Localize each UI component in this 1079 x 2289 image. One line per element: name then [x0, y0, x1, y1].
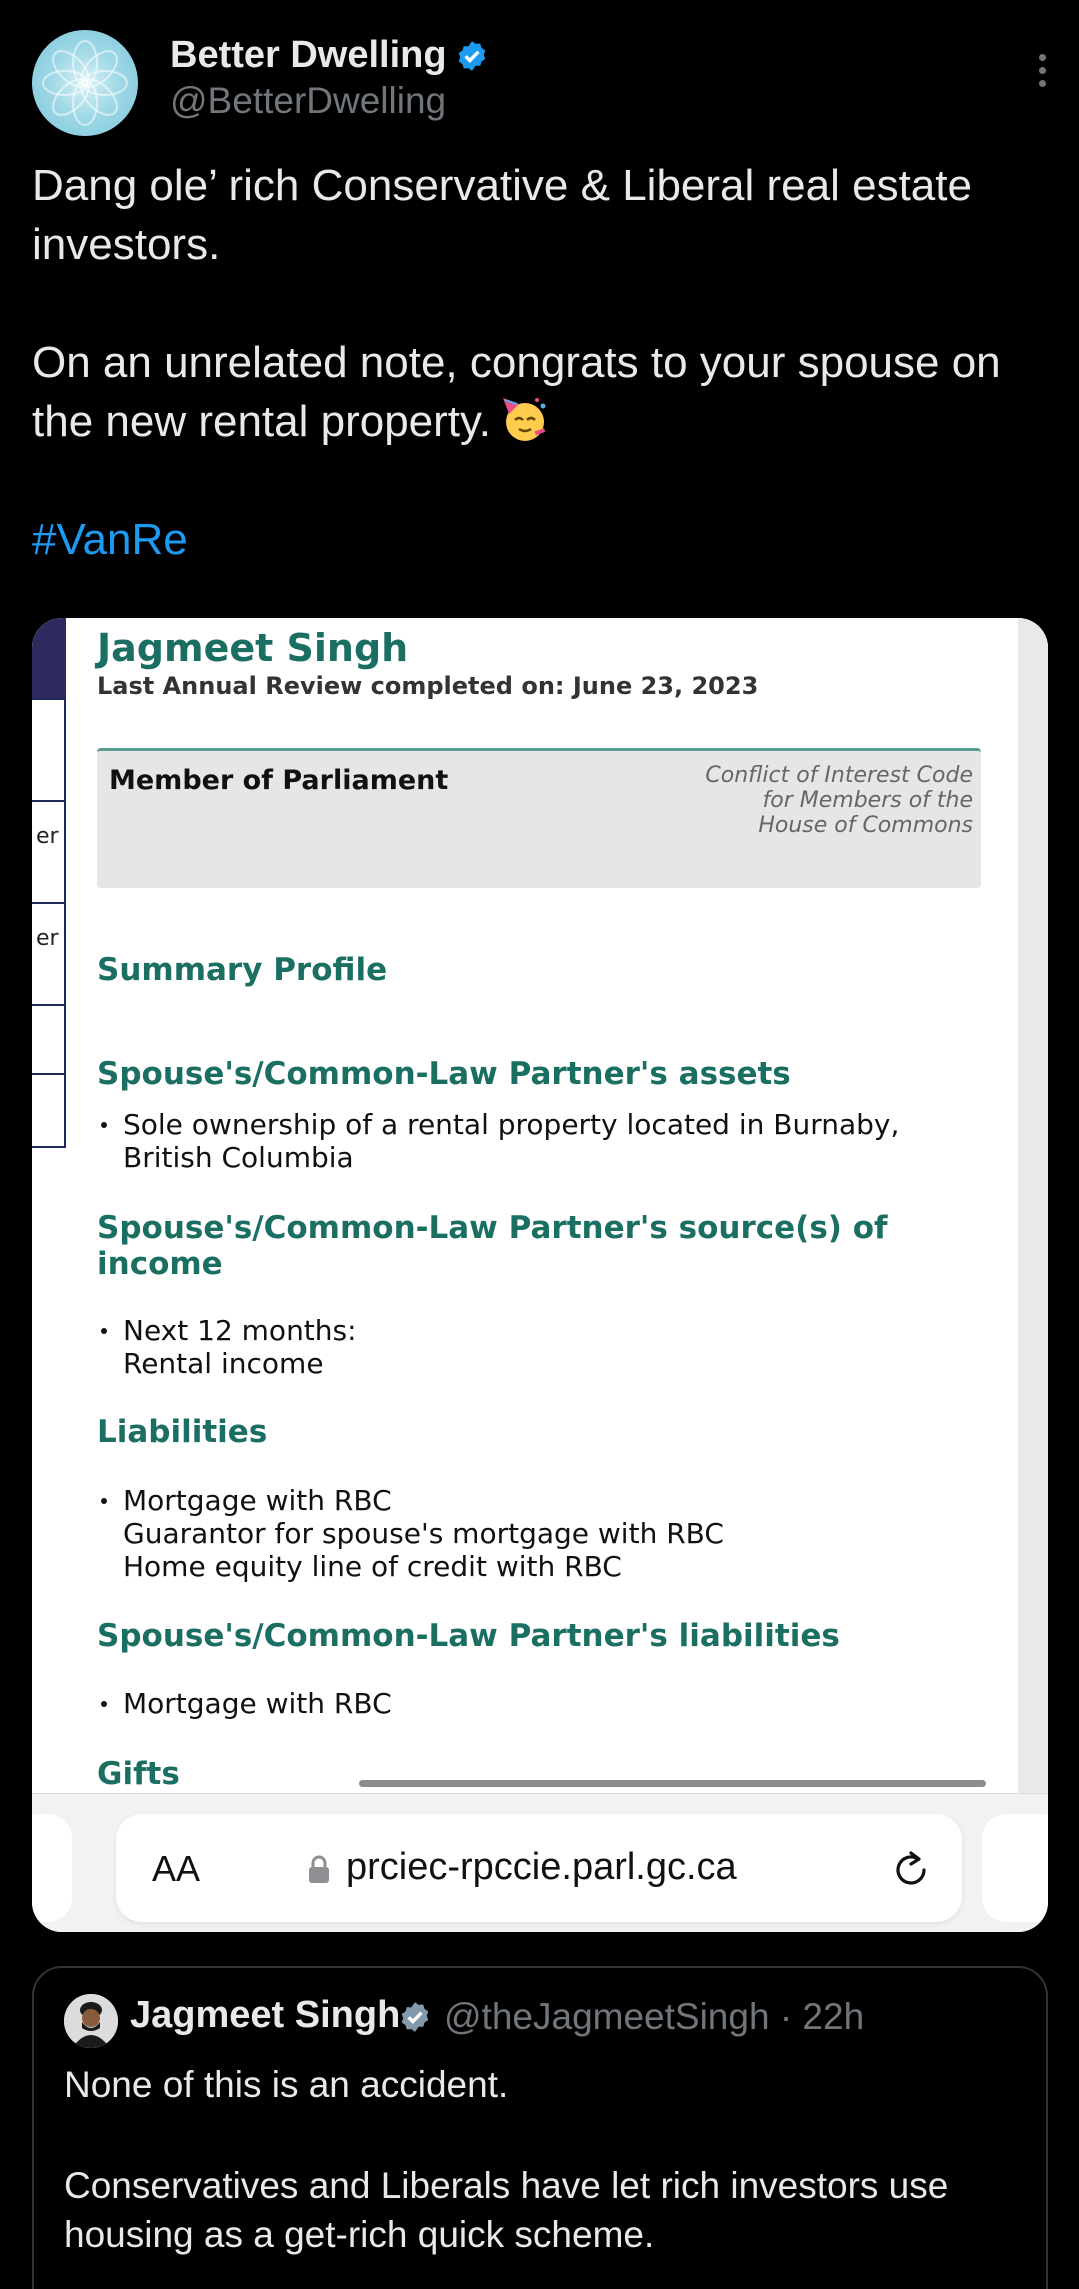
reader-settings-button[interactable]: AA [152, 1848, 201, 1889]
quoted-text-line-1: None of this is an accident. [64, 2064, 509, 2105]
spouse-assets-item-line-2: British Columbia [123, 1141, 354, 1174]
url-pill[interactable] [116, 1814, 962, 1922]
code-link[interactable]: Conflict of Interest Code for Members of the House of Commons [705, 763, 973, 838]
cropped-left-table [32, 618, 66, 1148]
author-name[interactable]: Better Dwelling [170, 34, 447, 76]
spouse-liabilities-item [97, 1687, 977, 1720]
quoted-author-handle-time[interactable]: @theJagmeetSingh · 22h [444, 1996, 865, 2037]
page-scroll-track [1018, 618, 1048, 1793]
spouse-income-item-line-2: Rental income [123, 1347, 324, 1380]
role-box [97, 748, 981, 888]
spouse-assets-heading: Spouse's/Common-Law Partner's assets [97, 1056, 791, 1092]
tweet-text-line-2 [32, 333, 1052, 451]
flower-logo-icon [32, 30, 138, 136]
lock-icon [308, 1854, 330, 1884]
quoted-text-line-2: Conservatives and Liberals have let rich investors use housing as a get-rich quick scheme. [64, 2165, 949, 2255]
liabilities-item-line-2: Guarantor for spouse's mortgage with RBC [123, 1517, 724, 1550]
mp-name: Jagmeet Singh [97, 626, 409, 670]
tweet-text-line-2-text: On an unrelated note, congrats to your spouse on the new rental property. [32, 338, 1001, 446]
horizontal-scroll-indicator [359, 1780, 986, 1787]
gifts-heading: Gifts [97, 1756, 180, 1792]
review-date: Last Annual Review completed on: June 23, 2023 [97, 672, 759, 700]
left-fragment-2: er [36, 926, 59, 951]
screenshot-page [32, 618, 1048, 1793]
liabilities-item [97, 1484, 977, 1583]
tweet-text-line-1: Dang ole’ rich Conservative & Liberal real estate investors. [32, 161, 972, 269]
tweet-media-image[interactable] [32, 618, 1048, 1932]
liabilities-heading: Liabilities [97, 1414, 268, 1450]
spouse-income-heading: Spouse's/Common-Law Partner's source(s) of income [97, 1210, 888, 1282]
left-fragment-1: er [36, 824, 59, 849]
browser-address-bar [32, 1793, 1048, 1932]
spouse-income-item [97, 1314, 977, 1380]
gray-verified-badge-icon [398, 2000, 432, 2034]
person-avatar-icon [64, 1994, 118, 2048]
partying-face-emoji-icon [499, 394, 549, 444]
verified-badge-icon [455, 39, 489, 73]
quoted-tweet[interactable] [32, 1966, 1048, 2289]
liabilities-item-line-3: Home equity line of credit with RBC [123, 1550, 622, 1583]
summary-heading: Summary Profile [97, 952, 388, 988]
more-options-icon[interactable] [1032, 54, 1052, 94]
spouse-liabilities-item-line-1: Mortgage with RBC [123, 1687, 392, 1720]
next-tab-stub[interactable] [982, 1814, 1048, 1922]
tweet-header [32, 30, 1052, 140]
url-text[interactable]: prciec-rpccie.parl.gc.ca [346, 1846, 737, 1888]
quoted-author-name[interactable]: Jagmeet Singh [130, 1994, 401, 2036]
spouse-liabilities-heading: Spouse's/Common-Law Partner's liabilities [97, 1618, 840, 1654]
spouse-assets-item-line-1: Sole ownership of a rental property located in Burnaby, [123, 1108, 900, 1141]
hashtag-link[interactable]: #VanRe [32, 515, 188, 564]
author-name-row [170, 34, 489, 77]
quoted-author-avatar[interactable] [64, 1994, 118, 2048]
quoted-tweet-text [64, 2060, 1024, 2259]
role-title: Member of Parliament [109, 765, 449, 796]
spouse-income-item-line-1: Next 12 months: [123, 1314, 357, 1347]
liabilities-item-line-1: Mortgage with RBC [123, 1484, 392, 1517]
tweet-text [32, 156, 1052, 569]
author-handle[interactable]: @BetterDwelling [170, 80, 447, 121]
spouse-assets-item [97, 1108, 977, 1174]
reload-icon[interactable] [892, 1848, 932, 1890]
author-avatar[interactable] [32, 30, 138, 136]
previous-tab-stub[interactable] [32, 1814, 72, 1922]
